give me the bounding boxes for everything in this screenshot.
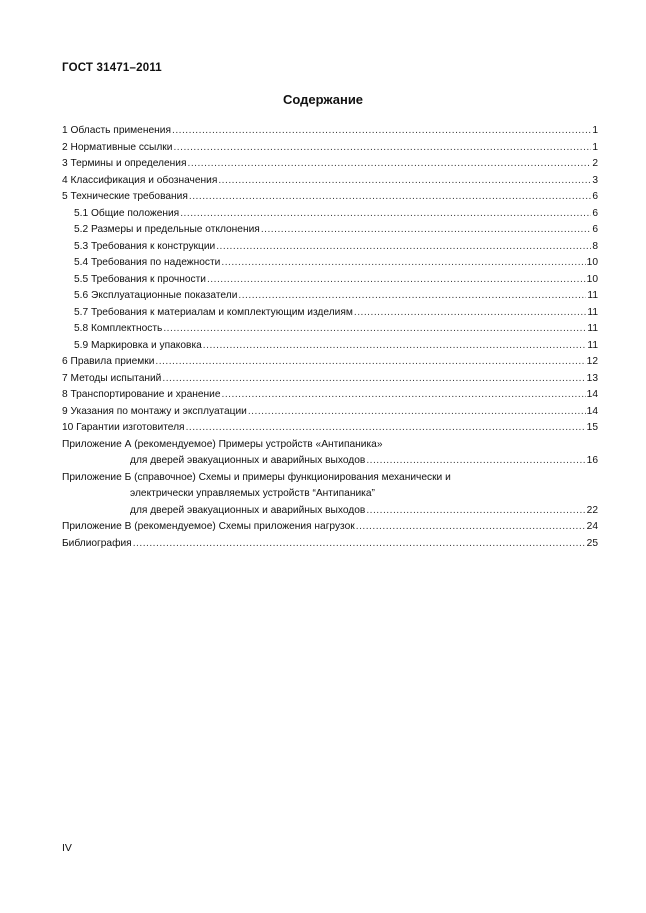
toc-entry-page: 22: [586, 504, 598, 516]
toc-entry-page: 10: [586, 273, 598, 285]
toc-entry-page: 8: [592, 240, 598, 252]
toc-entry[interactable]: [62, 338, 598, 355]
toc-entry-title: 2 Нормативные ссылки: [62, 141, 173, 153]
toc-leader-dots: [261, 222, 592, 239]
toc-leader-dots: [207, 272, 586, 289]
toc-leader-dots: [187, 156, 591, 173]
page-number: IV: [62, 842, 72, 854]
toc-entry[interactable]: [62, 206, 598, 223]
toc-entry[interactable]: [62, 222, 598, 239]
toc-entry-title: Приложение В (рекомендуемое) Схемы приложения нагрузок: [62, 521, 355, 532]
toc-entry[interactable]: [62, 321, 598, 338]
toc-entry[interactable]: [62, 404, 598, 421]
toc-entry-title: Приложение Б (справочное) Схемы и примеры функционирования механически и: [62, 471, 451, 483]
toc-entry-page: 25: [586, 537, 598, 549]
toc-entry-page: 6: [592, 207, 598, 219]
toc-entry-page: 6: [592, 191, 598, 202]
toc-entry-page: 6: [592, 224, 598, 235]
toc-entry-title: 5.8 Комплектность: [74, 323, 163, 334]
toc-entry-title: 5.3 Требования к конструкции: [74, 240, 216, 252]
toc-entry-title: 5.1 Общие положения: [74, 207, 180, 219]
toc-entry-page: 12: [586, 356, 598, 367]
toc-entry[interactable]: [62, 519, 598, 536]
toc-entry-title: 8 Транспортирование и хранение: [62, 389, 221, 400]
toc-leader-dots: [366, 503, 585, 520]
toc-entry[interactable]: [62, 536, 598, 553]
toc-entry-title: 5.9 Маркировка и упаковка: [74, 339, 202, 351]
toc-entry-title: 4 Классификация и обозначения: [62, 174, 218, 186]
toc-leader-dots: [173, 140, 591, 157]
toc-leader-dots: [218, 173, 591, 190]
toc-entry[interactable]: [62, 140, 598, 157]
toc-entry-title: Приложение А (рекомендуемое) Примеры устройств «Антипаника»: [62, 438, 383, 450]
toc-entry-title: электрически управляемых устройств “Антипаника”: [130, 488, 375, 499]
toc-leader-dots: [133, 536, 586, 553]
toc-leader-dots: [163, 321, 586, 338]
toc-entry-title: 3 Термины и определения: [62, 158, 187, 169]
toc-entry-page: 1: [592, 141, 598, 153]
toc-entry-title: 5.7 Требования к материалам и комплектующим изделиям: [74, 306, 353, 318]
table-of-contents: [62, 123, 598, 552]
toc-entry-title: 5.6 Эксплуатационные показатели: [74, 290, 238, 301]
toc-entry[interactable]: [62, 371, 598, 388]
toc-entry[interactable]: [62, 255, 598, 272]
toc-entry-page: 14: [586, 389, 598, 400]
toc-leader-dots: [180, 206, 591, 223]
toc-entry[interactable]: [62, 156, 598, 173]
toc-entry-page: 14: [586, 405, 598, 417]
toc-entry[interactable]: [62, 305, 598, 322]
toc-leader-dots: [172, 123, 591, 140]
toc-entry-page: 11: [587, 339, 598, 351]
toc-entry[interactable]: [62, 239, 598, 256]
toc-entry[interactable]: [62, 288, 598, 305]
toc-entry-page: 11: [587, 323, 598, 334]
toc-leader-dots: [238, 288, 586, 305]
toc-entry-title: 7 Методы испытаний: [62, 372, 162, 384]
toc-leader-dots: [222, 387, 586, 404]
toc-entry-title: 10 Гарантии изготовителя: [62, 422, 185, 433]
toc-entry-title: 5.5 Требования к прочности: [74, 273, 206, 285]
toc-entry-title: для дверей эвакуационных и аварийных выходов: [130, 504, 366, 516]
page-title: Содержание: [282, 92, 364, 107]
toc-entry-title: 1 Область применения: [62, 125, 171, 136]
toc-leader-dots: [221, 255, 585, 272]
toc-entry-page: 11: [587, 306, 598, 318]
toc-entry[interactable]: [62, 173, 598, 190]
toc-entry[interactable]: [62, 189, 598, 206]
toc-entry-page: 1: [592, 125, 598, 136]
toc-entry-title: 6 Правила приемки: [62, 356, 155, 367]
toc-entry[interactable]: [62, 354, 598, 371]
toc-entry[interactable]: [62, 387, 598, 404]
toc-entry[interactable]: [62, 123, 598, 140]
toc-entry-page: 3: [592, 174, 598, 186]
toc-leader-dots: [366, 453, 585, 470]
toc-entry[interactable]: [62, 470, 598, 487]
toc-leader-dots: [162, 371, 585, 388]
toc-entry-title: для дверей эвакуационных и аварийных выходов: [130, 455, 366, 466]
toc-entry-title: 5 Технические требования: [62, 191, 188, 202]
toc-entry[interactable]: [62, 503, 598, 520]
toc-entry[interactable]: [62, 272, 598, 289]
toc-leader-dots: [356, 519, 586, 536]
toc-entry-title: 9 Указания по монтажу и эксплуатации: [62, 405, 247, 417]
document-code: ГОСТ 31471–2011: [62, 62, 162, 74]
toc-entry-page: 2: [592, 158, 598, 169]
toc-leader-dots: [248, 404, 586, 421]
toc-leader-dots: [155, 354, 585, 371]
toc-entry[interactable]: [62, 437, 598, 454]
toc-leader-dots: [216, 239, 591, 256]
toc-entry-page: 13: [586, 372, 598, 384]
toc-entry-title: Библиография: [62, 537, 132, 549]
toc-entry[interactable]: [62, 453, 598, 470]
toc-entry-page: 24: [586, 521, 598, 532]
toc-leader-dots: [354, 305, 587, 322]
toc-entry-title: 5.2 Размеры и предельные отклонения: [74, 224, 260, 235]
toc-leader-dots: [203, 338, 587, 355]
toc-entry-page: 11: [587, 290, 598, 301]
toc-entry-page: 15: [586, 422, 598, 433]
toc-entry-page: 10: [586, 257, 598, 268]
toc-entry[interactable]: [62, 420, 598, 437]
toc-entry-title: 5.4 Требования по надежности: [74, 257, 221, 268]
toc-leader-dots: [186, 420, 586, 437]
toc-leader-dots: [189, 189, 591, 206]
toc-entry-page: 16: [586, 455, 598, 466]
toc-entry[interactable]: [62, 486, 598, 503]
